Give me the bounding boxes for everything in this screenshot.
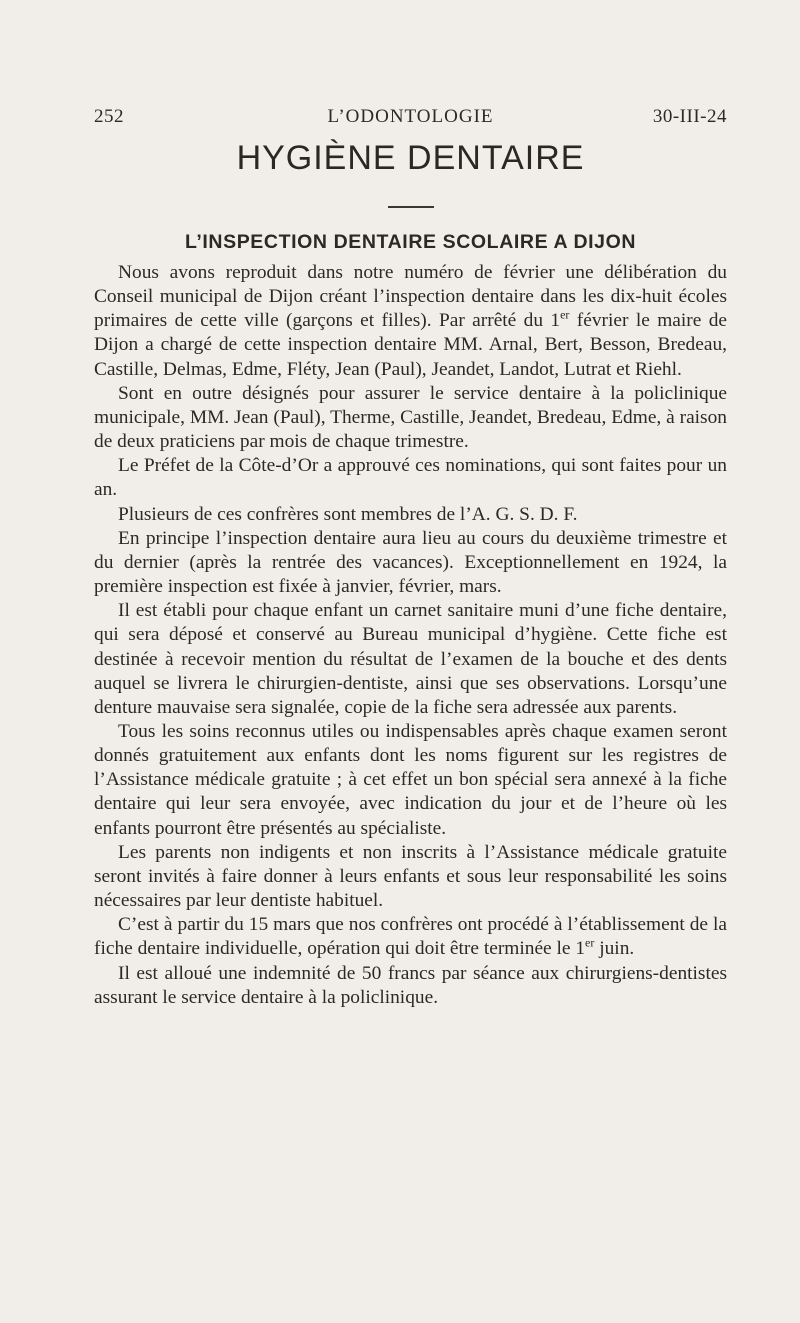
paragraph-4: Plusieurs de ces confrères sont membres de l’A. G. S. D. F. xyxy=(118,503,578,525)
paragraph-2: Sont en outre désignés pour assurer le service dentaire à la policlinique municipale, MM. Jean (Paul), Therme, Castille, Jeandet, Bredeau, Edme, à raison de deux praticiens par mois de chaque trimestre. xyxy=(94,382,727,453)
paragraph-7: Tous les soins reconnus utiles ou indispensables après chaque examen seront donnés gratuitement aux enfants dont les noms figurent sur les registres de l’Assistance médicale gratuite ; à cet effet un bon spécial sera annexé à la fiche dentaire qui leur sera envoyée, avec indication du jour et de l’heure où les enfants pourront être présentés au spécialiste. xyxy=(94,720,727,839)
article-title: L’INSPECTION DENTAIRE SCOLAIRE A DIJON xyxy=(184,231,637,253)
paragraph-1: Nous avons reproduit dans notre numéro de février une délibération du Conseil municipal de Dijon créant l’inspection dentaire dans les dix-huit écoles primaires de cette ville (garçons et filles). Par arrêté du 1er février le maire de Dijon a chargé de cette inspection dentaire MM. Arnal, Bert, Besson, Bredeau, Castille, Delmas, Edme, Fléty, Jean (Paul), Jeandet, Landot, Lutrat et Riehl. xyxy=(94,262,727,380)
superscript: er xyxy=(560,307,570,322)
superscript: er xyxy=(585,935,595,950)
paragraph-3: Le Préfet de la Côte-d’Or a approuvé ces nominations, qui sont faites pour un an. xyxy=(94,455,727,501)
running-header xyxy=(94,98,727,132)
paragraph-6: Il est établi pour chaque enfant un carnet sanitaire muni d’une fiche dentaire, qui sera déposé et conservé au Bureau municipal d’hygiène. Cette fiche est destinée à recevoir mention du résultat de l’examen de la bouche et des dents auquel se livrera le chirurgien-dentiste, ainsi que ses observations. Lorsqu’une denture mauvaise sera signalée, copie de la fiche sera adressée aux parents. xyxy=(94,600,727,718)
article-body xyxy=(94,261,727,1010)
paragraph-9: C’est à partir du 15 mars que nos confrères ont procédé à l’établissement de la fiche dentaire individuelle, opération qui doit être terminée le 1er juin. xyxy=(94,914,727,960)
paragraph-8: Les parents non indigents et non inscrits à l’Assistance médicale gratuite seront invités à faire donner à leurs enfants et sous leur responsabilité les soins nécessaires par leur dentiste habituel. xyxy=(94,841,727,912)
page-number: 252 xyxy=(94,106,124,127)
title-divider xyxy=(388,206,434,208)
page xyxy=(94,98,727,1010)
journal-title: L’ODONTOLOGIE xyxy=(327,106,494,127)
issue-date: 30-III-24 xyxy=(652,106,727,127)
paragraph-5: En principe l’inspection dentaire aura lieu au cours du deuxième trimestre et du dernier (après la rentrée des vacances). Exceptionnellement en 1924, la première inspection est fixée à janvier, février, mars. xyxy=(94,527,727,598)
paragraph-10: Il est alloué une indemnité de 50 francs par séance aux chirurgiens-dentistes assurant le service dentaire à la policlinique. xyxy=(94,962,727,1008)
section-title: HYGIÈNE DENTAIRE xyxy=(236,139,585,177)
